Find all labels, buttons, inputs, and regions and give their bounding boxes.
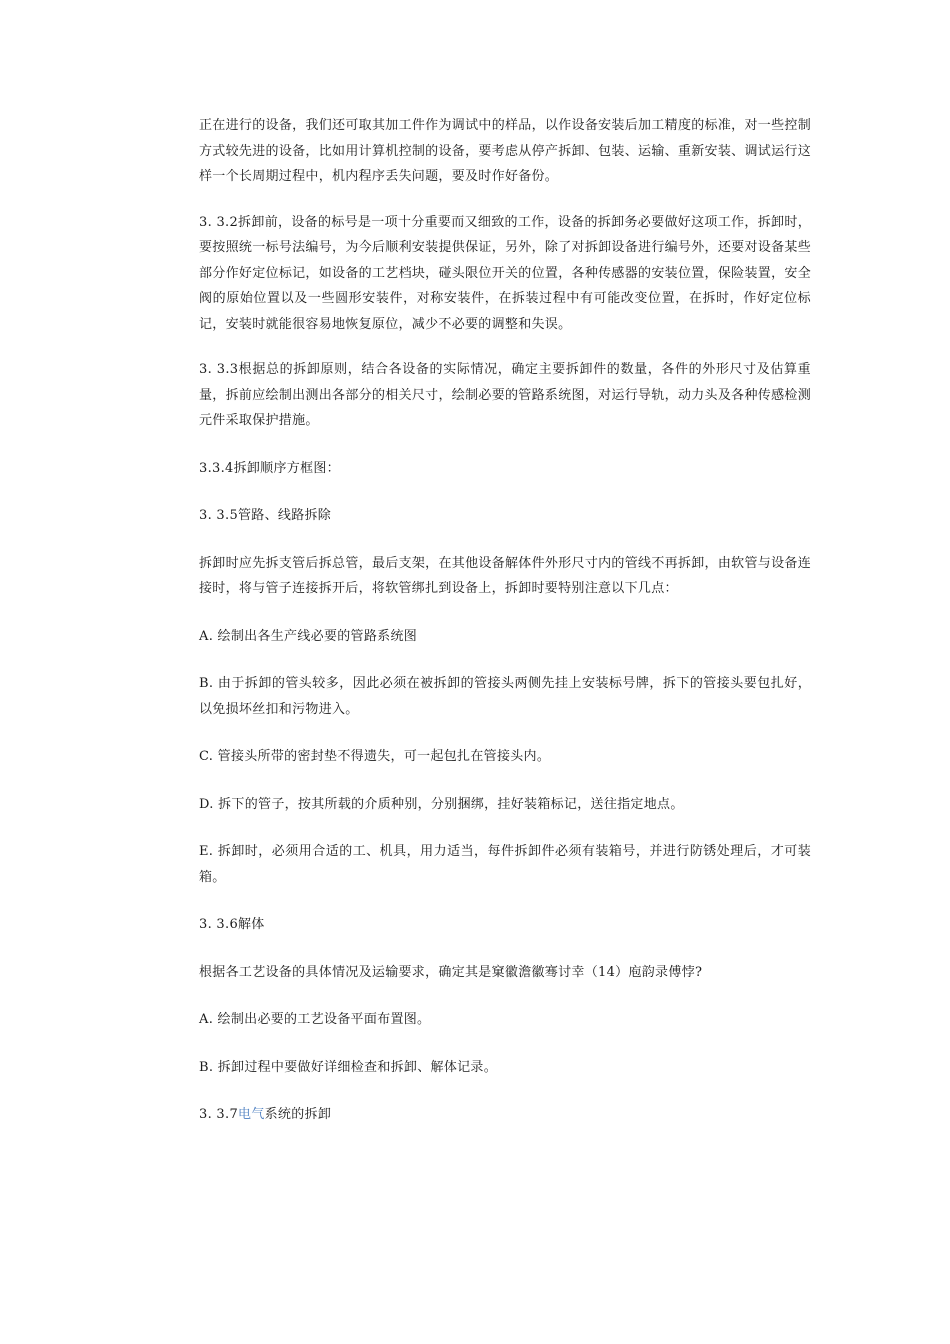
heading-3-3-7-number: 3. 3.7 — [199, 1107, 239, 1122]
heading-3-3-6: 3. 3.6解体 — [199, 917, 265, 932]
electrical-link[interactable]: 电气 — [238, 1107, 265, 1122]
document-body — [199, 113, 811, 1128]
list-item-a: A. 绘制出各生产线必要的管路系统图 — [199, 628, 418, 644]
list-item-b-2: B. 拆卸过程中要做好详细检查和拆卸、解体记录。 — [199, 1059, 498, 1075]
heading-3-3-7-title: 系统的拆卸 — [264, 1107, 332, 1122]
list-item-b: B. 由于拆卸的管头较多，因此必须在被拆卸的管接头两侧先挂上安装标号牌，拆下的管接头要包扎好，以免损坏丝扣和污物进入。 — [199, 676, 811, 717]
list-item-a-2: A. 绘制出必要的工艺设备平面布置图。 — [199, 1012, 431, 1027]
paragraph-3-3-2: 3. 3.2拆卸前，设备的标号是一项十分重要而又细致的工作，设备的拆卸务必要做好这项工作，拆卸时，要按照统一标号法编号，为今后顺利安装提供保证，另外，除了对拆卸设备进行编号外，还要对设备某些部分作好定位标记，如设备的工艺档块，碰头限位开关的位置，各种传感器的安装位置，保险装置，安全阀的原始位置以及一些圆形安装件，对称安装件，在拆装过程中有可能改变位置，在拆时，作好定位标记，安装时就能很容易地恢复原位，减少不必要的调整和失误。 — [199, 214, 811, 332]
heading-3-3-4: 3.3.4拆卸顺序方框图： — [199, 460, 340, 476]
list-item-d: D. 拆下的管子，按其所载的介质种别，分别捆绑，挂好装箱标记，送往指定地点。 — [199, 796, 684, 812]
paragraph-disassembly: 根据各工艺设备的具体情况及运输要求，确定其是窠徽澹徽骞讨幸（14）庖韵录傅悖? — [199, 964, 703, 980]
heading-3-3-7 — [199, 1102, 811, 1128]
paragraph-3-3-3: 3. 3.3根据总的拆卸原则，结合各设备的实际情况，确定主要拆卸件的数量，各件的外形尺寸及估算重量，拆前应绘制出测出各部分的相关尺寸，绘制必要的管路系统图，对运行导轨，动力头及各种传感检测元件采取保护措施。 — [199, 362, 811, 428]
list-item-c: C. 管接头所带的密封垫不得遗失，可一起包扎在管接头内。 — [199, 749, 551, 764]
list-item-e: E. 拆卸时，必须用合适的工、机具，用力适当，每件拆卸件必须有装箱号，并进行防锈处理后，才可装箱。 — [199, 844, 811, 885]
heading-3-3-5: 3. 3.5管路、线路拆除 — [199, 508, 332, 523]
paragraph-pipeline-removal: 拆卸时应先拆支管后拆总管，最后支架，在其他设备解体件外形尺寸内的管线不再拆卸，由软管与设备连接时，将与管子连接拆开后，将软管绑扎到设备上，拆卸时要特别注意以下几点： — [199, 555, 811, 596]
paragraph-intro: 正在进行的设备，我们还可取其加工件作为调试中的样品，以作设备安装后加工精度的标准，对一些控制方式较先进的设备，比如用计算机控制的设备，要考虑从停产拆卸、包装、运输、重新安装、调试运行这样一个长周期过程中，机内程序丢失问题，要及时作好备份。 — [199, 118, 811, 184]
